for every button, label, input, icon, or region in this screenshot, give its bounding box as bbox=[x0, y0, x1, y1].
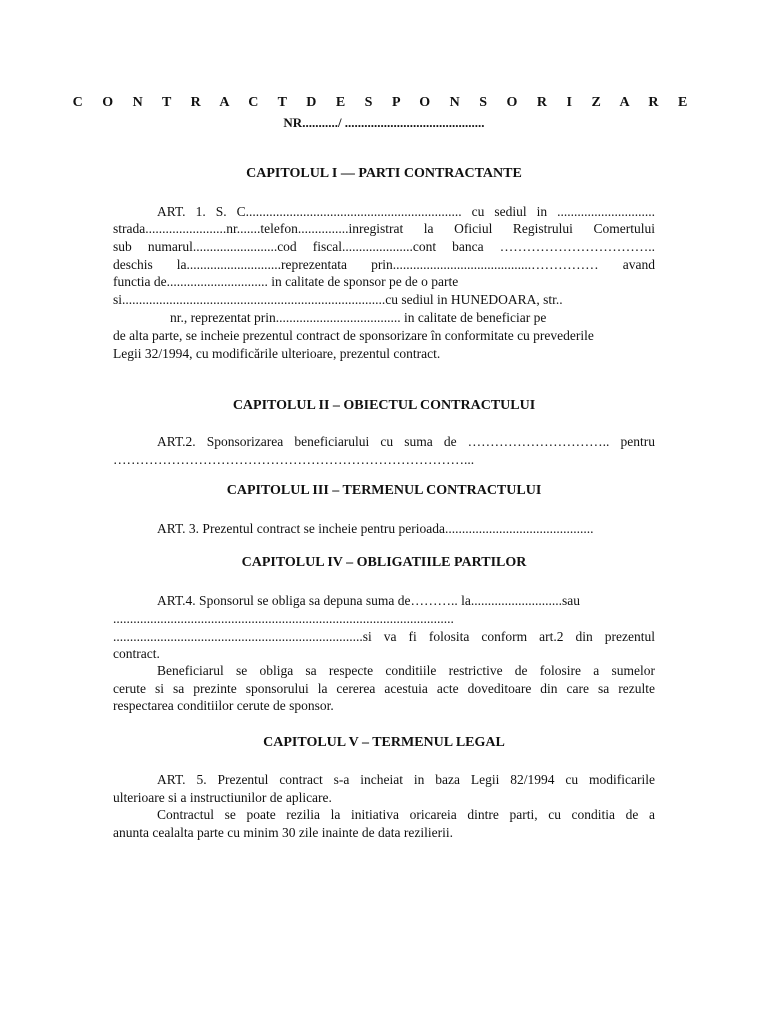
art1-line: deschis la............................reprezentata prin.........................................…………… avand bbox=[113, 257, 655, 272]
art4-line: ..................................................................................................... bbox=[113, 611, 454, 626]
art4-line: ..........................................................................si va fi folosita conform art.2 din prezentul bbox=[113, 629, 655, 644]
art1-line: si..............................................................................cu sediul in HUNEDOARA, str.. bbox=[113, 292, 563, 307]
chapter-heading: CAPITOLUL V – TERMENUL LEGAL bbox=[263, 735, 505, 750]
art4-line: ART.4. Sponsorul se obliga sa depuna suma de……….. la...........................sau bbox=[157, 593, 581, 608]
art1-line: de alta parte, se incheie prezentul contract de sponsorizare în conformitate cu prevederile bbox=[113, 328, 594, 343]
art1-line: Legii 32/1994, cu modificările ulterioare, prezentul contract. bbox=[113, 346, 441, 361]
art1-line: sub numarul.........................cod fiscal.....................cont banca …………………………….. bbox=[113, 239, 655, 254]
art4-line: cerute si sa prezinte sponsorului la cererea acestuia acte doveditoare din care sa rezulte bbox=[113, 681, 655, 696]
art2-line: ……………………………………………………………………... bbox=[113, 452, 475, 467]
chapter-heading: CAPITOLUL I — PARTI CONTRACTANTE bbox=[246, 166, 522, 181]
art4-line: contract. bbox=[113, 646, 160, 661]
art4-line: respectarea conditiilor cerute de sponsor. bbox=[113, 698, 334, 713]
chapter-heading: CAPITOLUL II – OBIECTUL CONTRACTULUI bbox=[232, 398, 536, 413]
contract-number: NR.........../ ........................................... bbox=[283, 115, 485, 130]
art5-line: ART. 5. Prezentul contract s-a incheiat in baza Legii 82/1994 cu modificarile bbox=[157, 772, 655, 787]
art5-line: Contractul se poate rezilia la initiativa oricareia dintre parti, cu conditia de a bbox=[157, 807, 655, 822]
art5-line: ulterioare si a instructiunilor de aplicare. bbox=[113, 790, 332, 805]
chapter-heading: CAPITOLUL III – TERMENUL CONTRACTULUI bbox=[226, 483, 542, 498]
art1-line: functia de.............................. in calitate de sponsor pe de o parte bbox=[113, 274, 459, 289]
art1-line: nr., reprezentat prin..................................... in calitate de beneficiar pe bbox=[170, 310, 547, 325]
contract-title: C O N T R A C T D E S P O N S O R I Z A R E bbox=[72, 95, 696, 110]
art4-line: Beneficiarul se obliga sa respecte conditiile restrictive de folosire a sumelor bbox=[157, 663, 655, 678]
chapter-heading: CAPITOLUL IV – OBLIGATIILE PARTILOR bbox=[241, 555, 527, 570]
art2-line: ART.2. Sponsorizarea beneficiarului cu suma de ………………………….. pentru bbox=[157, 434, 655, 449]
art5-line: anunta cealalta parte cu minim 30 zile inainte de data rezilierii. bbox=[113, 825, 453, 840]
art1-line: ART. 1. S. C................................................................ cu sediul in ............................. bbox=[157, 204, 655, 219]
art1-line: strada........................nr.......telefon...............inregistrat la Oficiul Registrului Comertului bbox=[113, 221, 655, 236]
art3-line: ART. 3. Prezentul contract se incheie pentru perioada............................................ bbox=[157, 521, 594, 536]
